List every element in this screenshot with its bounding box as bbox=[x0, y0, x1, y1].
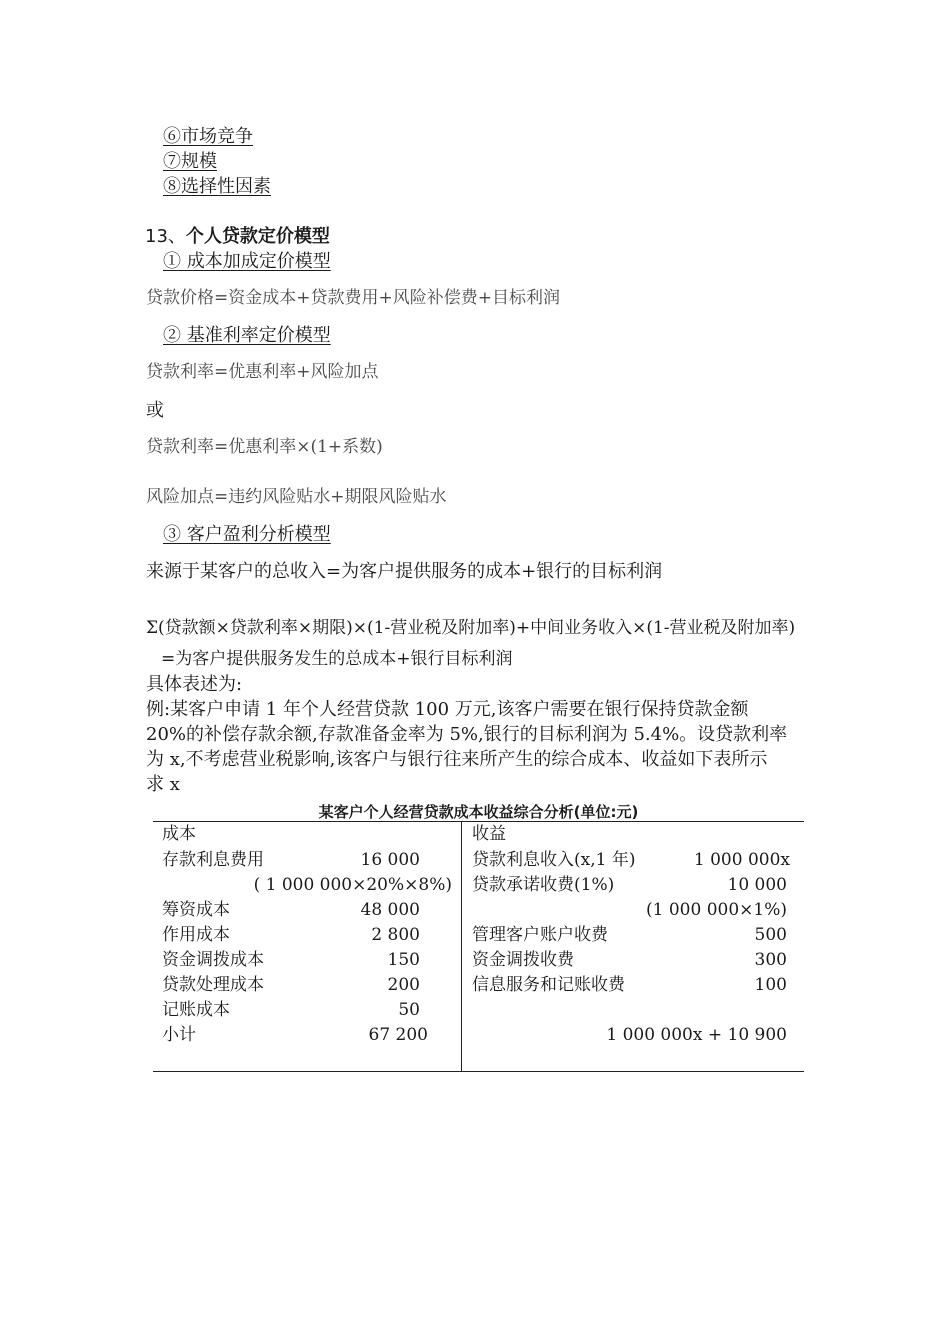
revenue-row-value: 500 bbox=[754, 925, 787, 945]
revenue-row-label: 管理客户账户收费 bbox=[472, 925, 608, 945]
factor-6-label: 市场竞争 bbox=[181, 126, 253, 147]
model-2-formula-1: 贷款利率=优惠利率+风险加点 bbox=[146, 362, 379, 382]
cost-row-value: 150 bbox=[387, 950, 420, 970]
cost-row-value: 16 000 bbox=[360, 850, 420, 870]
model-3-formula-3: =为客户提供服务发生的总成本+银行目标利润 bbox=[161, 649, 513, 669]
cost-row-label: 贷款处理成本 bbox=[162, 975, 264, 995]
cost-subtotal-value: 67 200 bbox=[368, 1025, 428, 1045]
section-number: 13、 bbox=[145, 226, 186, 247]
revenue-row-label: 贷款利息收入(x,1 年) bbox=[472, 850, 636, 870]
cost-row-label: 筹资成本 bbox=[162, 900, 230, 920]
revenue-row-label: 信息服务和记账收费 bbox=[472, 975, 625, 995]
model-3-title: ③ 客户盈利分析模型 bbox=[163, 524, 331, 545]
table-divider bbox=[461, 821, 462, 1071]
model-1-title: ① 成本加成定价模型 bbox=[163, 251, 331, 272]
model-3-formula-1: 来源于某客户的总收入=为客户提供服务的成本+银行的目标利润 bbox=[146, 561, 663, 582]
model-1-formula: 贷款价格=资金成本+贷款费用+风险补偿费+目标利润 bbox=[146, 288, 560, 308]
table-top-rule bbox=[153, 821, 804, 822]
revenue-row-value: (1 000 000×1%) bbox=[646, 900, 787, 920]
section-title: 个人贷款定价模型 bbox=[185, 226, 330, 247]
section-heading bbox=[145, 228, 330, 246]
model-2-title: ② 基准利率定价模型 bbox=[163, 325, 331, 346]
revenue-row-label: 资金调拨收费 bbox=[472, 950, 574, 970]
revenue-row-value: 1 000 000x bbox=[693, 850, 790, 870]
model-2-formula-2: 贷款利率=优惠利率×(1+系数) bbox=[146, 437, 383, 457]
revenue-row-label: 贷款承诺收费(1%) bbox=[472, 875, 615, 895]
factor-6-num: ⑥ bbox=[163, 126, 181, 147]
factor-8-num: ⑧ bbox=[163, 176, 181, 197]
or-text: 或 bbox=[146, 400, 164, 421]
revenue-total-value: 1 000 000x + 10 900 bbox=[606, 1025, 787, 1045]
factor-8-label: 选择性因素 bbox=[181, 176, 271, 197]
model-3-formula-2: Σ(贷款额×贷款利率×期限)×(1-营业税及附加率)+中间业务收入×(1-营业税及附加率) bbox=[146, 618, 796, 638]
cost-row-value: 48 000 bbox=[360, 900, 420, 920]
factor-item-7 bbox=[163, 153, 217, 171]
cost-row-value: ( 1 000 000×20%×8%) bbox=[253, 875, 452, 895]
cost-row-value: 2 800 bbox=[371, 925, 420, 945]
cost-subtotal-label: 小计 bbox=[162, 1025, 196, 1045]
factor-7-num: ⑦ bbox=[163, 151, 181, 172]
table-caption: 某客户个人经营贷款成本收益综合分析(单位:元) bbox=[318, 803, 639, 821]
example-line-1: 例:某客户申请 1 年个人经营贷款 100 万元,该客户需要在银行保持贷款金额 bbox=[146, 699, 749, 720]
example-line-4: 求 x bbox=[146, 774, 180, 795]
revenue-row-value: 10 000 bbox=[727, 875, 787, 895]
cost-header: 成本 bbox=[162, 824, 196, 844]
revenue-header: 收益 bbox=[472, 824, 506, 844]
example-line-2: 20%的补偿存款余额,存款准备金率为 5%,银行的目标利润为 5.4%。设贷款利率 bbox=[146, 724, 788, 745]
cost-row-label: 存款利息费用 bbox=[162, 850, 264, 870]
example-intro: 具体表述为: bbox=[146, 674, 243, 695]
table-bottom-rule bbox=[153, 1071, 804, 1072]
cost-row-label: 资金调拨成本 bbox=[162, 950, 264, 970]
model-2-formula-3: 风险加点=违约风险贴水+期限风险贴水 bbox=[146, 487, 447, 507]
revenue-row-value: 100 bbox=[754, 975, 787, 995]
cost-row-label: 记账成本 bbox=[162, 1000, 230, 1020]
revenue-row-value: 300 bbox=[754, 950, 787, 970]
cost-row-value: 50 bbox=[398, 1000, 420, 1020]
factor-item-6 bbox=[163, 128, 253, 146]
cost-row-value: 200 bbox=[387, 975, 420, 995]
cost-row-label: 作用成本 bbox=[162, 925, 230, 945]
factor-7-label: 规模 bbox=[181, 151, 217, 172]
factor-item-8 bbox=[163, 178, 271, 196]
example-line-3: 为 x,不考虑营业税影响,该客户与银行往来所产生的综合成本、收益如下表所示 bbox=[146, 749, 768, 770]
